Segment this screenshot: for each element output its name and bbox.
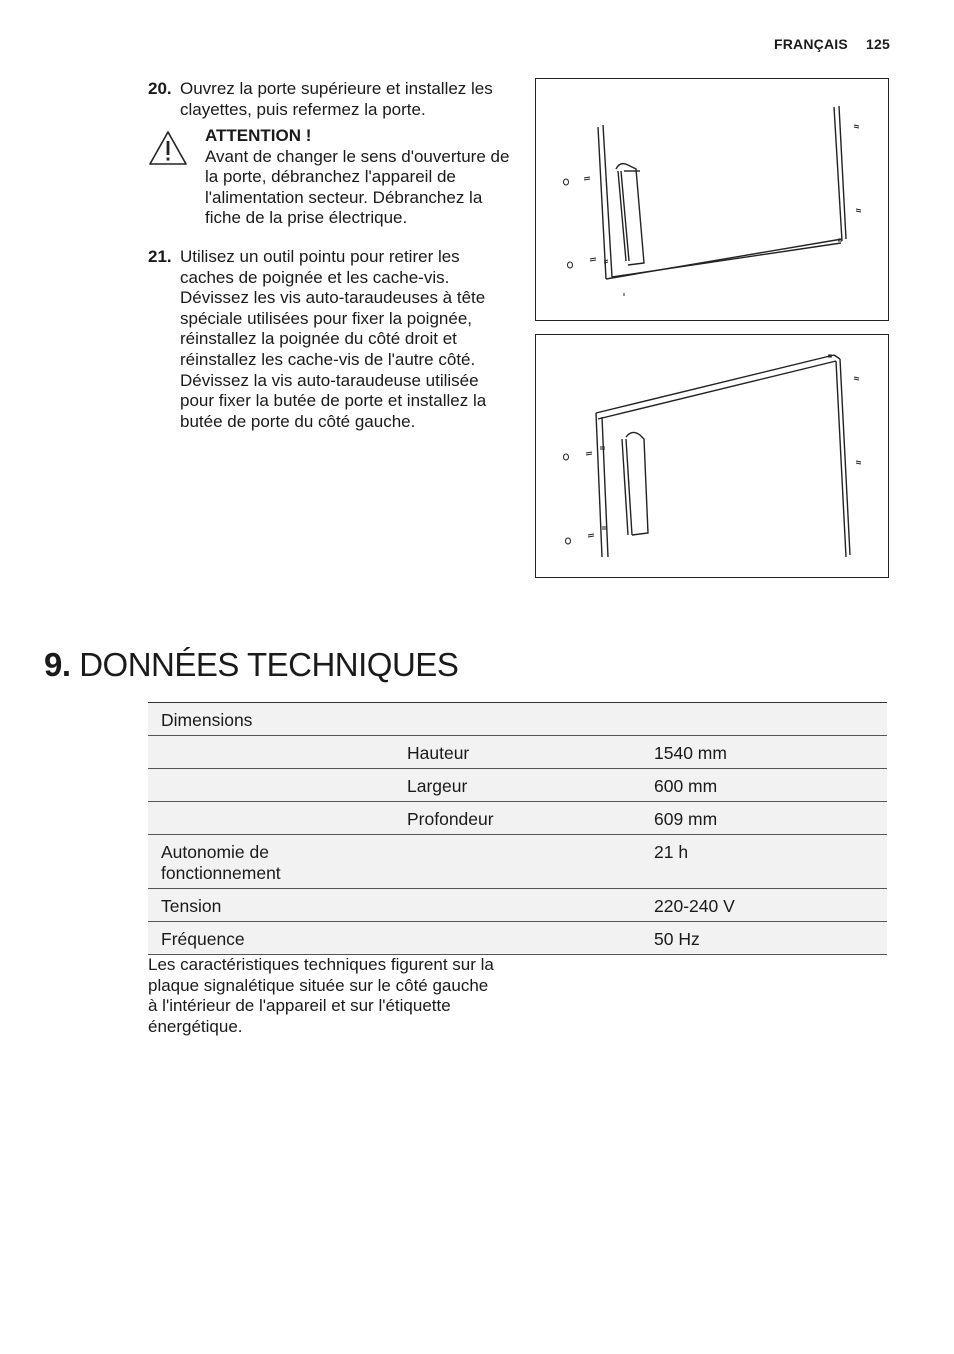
table-row [148, 802, 887, 835]
table-cell [148, 802, 394, 835]
step-text: Ouvrez la porte supérieure et installez les clayettes, puis refermez la porte. [180, 79, 493, 119]
illustration-door-handle-moved [535, 334, 889, 578]
table-cell: 50 Hz [641, 922, 887, 955]
table-cell: 21 h [641, 835, 887, 889]
table-cell: Largeur [394, 769, 641, 802]
table-row [148, 703, 887, 736]
step-number: 21. [148, 247, 172, 266]
table-cell [394, 835, 641, 889]
door-drawing [536, 335, 888, 577]
section-number: 9. [44, 646, 71, 683]
table-cell [148, 769, 394, 802]
table-cell: Tension [148, 889, 394, 922]
table-cell: 1540 mm [641, 736, 887, 769]
table-cell: Profondeur [394, 802, 641, 835]
technical-note: Les caractéristiques techniques figurent sur la plaque signalétique située sur le côté gauche à l'intérieur de l'appareil et sur l'étiquette énergétique. [148, 955, 494, 1036]
illustration-door-handle-left [535, 78, 889, 321]
door-drawing [536, 79, 888, 320]
page-header [774, 36, 890, 52]
table-cell: Autonomie de fonctionnement [148, 835, 394, 889]
section-title [44, 645, 458, 685]
table-cell: Dimensions [148, 703, 394, 736]
table-row [148, 889, 887, 922]
table-row [148, 922, 887, 955]
warning-title: ATTENTION ! [205, 126, 312, 145]
warning-text: Avant de changer le sens d'ouverture de la porte, débranchez l'appareil de l'alimentation secteur. Débranchez la fiche de la prise électrique. [205, 146, 510, 228]
table-cell [148, 736, 394, 769]
warning-box [148, 126, 510, 229]
table-cell [394, 889, 641, 922]
warning-triangle-icon [148, 130, 188, 166]
step-text: Utilisez un outil pointu pour retirer les caches de poignée et les cache-vis. Dévissez les vis auto-taraudeuses à tête spéciale utilisées pour fixer la poignée, réinstallez la poignée du côté droit et réinstallez les cache-vis de l'autre côté. Dévissez la vis auto-taraudeuse utilisée pour fixer la butée de porte et installez la butée de porte du côté gauche. [180, 247, 487, 431]
table-cell [394, 922, 641, 955]
table-cell: 600 mm [641, 769, 887, 802]
technical-data-table [148, 702, 887, 955]
table-row [148, 835, 887, 889]
step-20 [148, 79, 510, 120]
table-cell: Hauteur [394, 736, 641, 769]
table-row [148, 736, 887, 769]
table-cell: 609 mm [641, 802, 887, 835]
header-language: FRANÇAIS [774, 36, 848, 52]
step-number: 20. [148, 79, 172, 98]
table-row [148, 769, 887, 802]
page-number: 125 [866, 36, 890, 52]
step-21 [148, 247, 510, 432]
table-cell [394, 703, 641, 736]
section-heading: DONNÉES TECHNIQUES [79, 646, 459, 683]
table-cell [641, 703, 887, 736]
table-cell: 220-240 V [641, 889, 887, 922]
table-cell: Fréquence [148, 922, 394, 955]
